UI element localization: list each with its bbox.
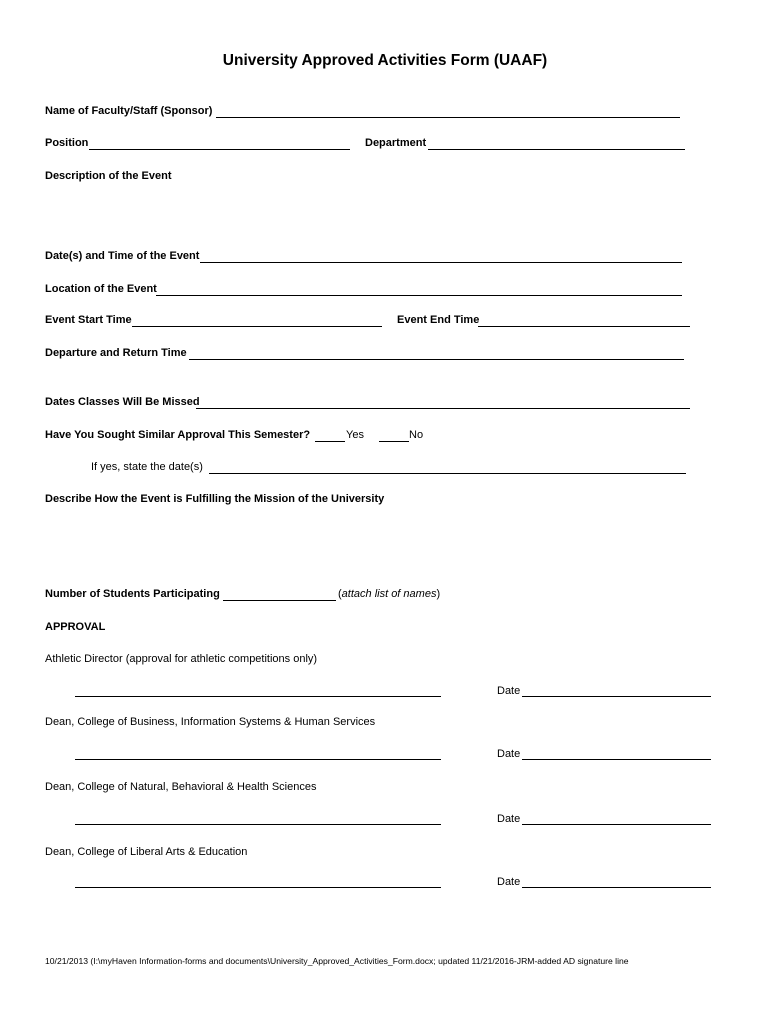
approval-heading: APPROVAL [45, 621, 106, 633]
date-field-dean-liberal-arts[interactable] [522, 887, 711, 888]
sought-approval-label: Have You Sought Similar Approval This Semester? [45, 429, 311, 441]
start-time-label: Event Start Time [45, 314, 132, 326]
signer-dean-liberal-arts: Dean, College of Liberal Arts & Education [45, 846, 248, 858]
position-label: Position [45, 137, 89, 149]
date-field-dean-business[interactable] [522, 759, 711, 760]
dates-time-field[interactable] [200, 262, 682, 263]
description-area[interactable] [45, 188, 685, 244]
yes-label: Yes [346, 429, 364, 441]
dates-time-label: Date(s) and Time of the Event [45, 250, 200, 262]
department-label: Department [365, 137, 427, 149]
location-field[interactable] [156, 295, 682, 296]
num-students-field[interactable] [223, 600, 336, 601]
yes-checkbox-line[interactable] [315, 441, 345, 442]
attach-open: ( [338, 588, 342, 600]
signature-line-dean-liberal-arts[interactable] [75, 887, 441, 888]
attach-note-text: attach list of names [341, 588, 437, 600]
date-label: Date [497, 813, 521, 825]
mission-area[interactable] [45, 512, 685, 582]
attach-note [338, 588, 440, 600]
document-footer: 10/21/2013 (I:\myHaven Information-forms and documents\University_Approved_Activities_Form.docx; updated 11/21/2016-JRM-added AD signature line [45, 956, 629, 966]
date-label: Date [497, 685, 521, 697]
location-label: Location of the Event [45, 283, 157, 295]
departure-return-field[interactable] [189, 359, 684, 360]
date-label: Date [497, 748, 521, 760]
department-field[interactable] [428, 149, 685, 150]
form-title: University Approved Activities Form (UAAF) [222, 52, 548, 69]
departure-return-label: Departure and Return Time [45, 347, 187, 359]
classes-missed-field[interactable] [196, 408, 690, 409]
start-time-field[interactable] [132, 326, 382, 327]
classes-missed-label: Dates Classes Will Be Missed [45, 396, 200, 408]
position-field[interactable] [89, 149, 350, 150]
description-label: Description of the Event [45, 170, 172, 182]
no-label: No [409, 429, 424, 441]
end-time-label: Event End Time [397, 314, 480, 326]
signature-line-dean-natural-sciences[interactable] [75, 824, 441, 825]
no-checkbox-line[interactable] [379, 441, 409, 442]
signature-line-athletic-director[interactable] [75, 696, 441, 697]
sponsor-name-label: Name of Faculty/Staff (Sponsor) [45, 105, 213, 117]
signature-line-dean-business[interactable] [75, 759, 441, 760]
if-yes-dates-field[interactable] [209, 473, 686, 474]
mission-label: Describe How the Event is Fulfilling the Mission of the University [45, 493, 385, 505]
num-students-label: Number of Students Participating [45, 588, 220, 600]
signer-dean-natural-sciences: Dean, College of Natural, Behavioral & Health Sciences [45, 781, 317, 793]
if-yes-label: If yes, state the date(s) [91, 461, 203, 473]
sponsor-name-field[interactable] [216, 117, 680, 118]
date-label: Date [497, 876, 521, 888]
date-field-dean-natural-sciences[interactable] [522, 824, 711, 825]
signer-dean-business: Dean, College of Business, Information Systems & Human Services [45, 716, 376, 728]
date-field-athletic-director[interactable] [522, 696, 711, 697]
end-time-field[interactable] [478, 326, 690, 327]
attach-close: ) [436, 588, 441, 600]
signer-athletic-director: Athletic Director (approval for athletic competitions only) [45, 653, 318, 665]
